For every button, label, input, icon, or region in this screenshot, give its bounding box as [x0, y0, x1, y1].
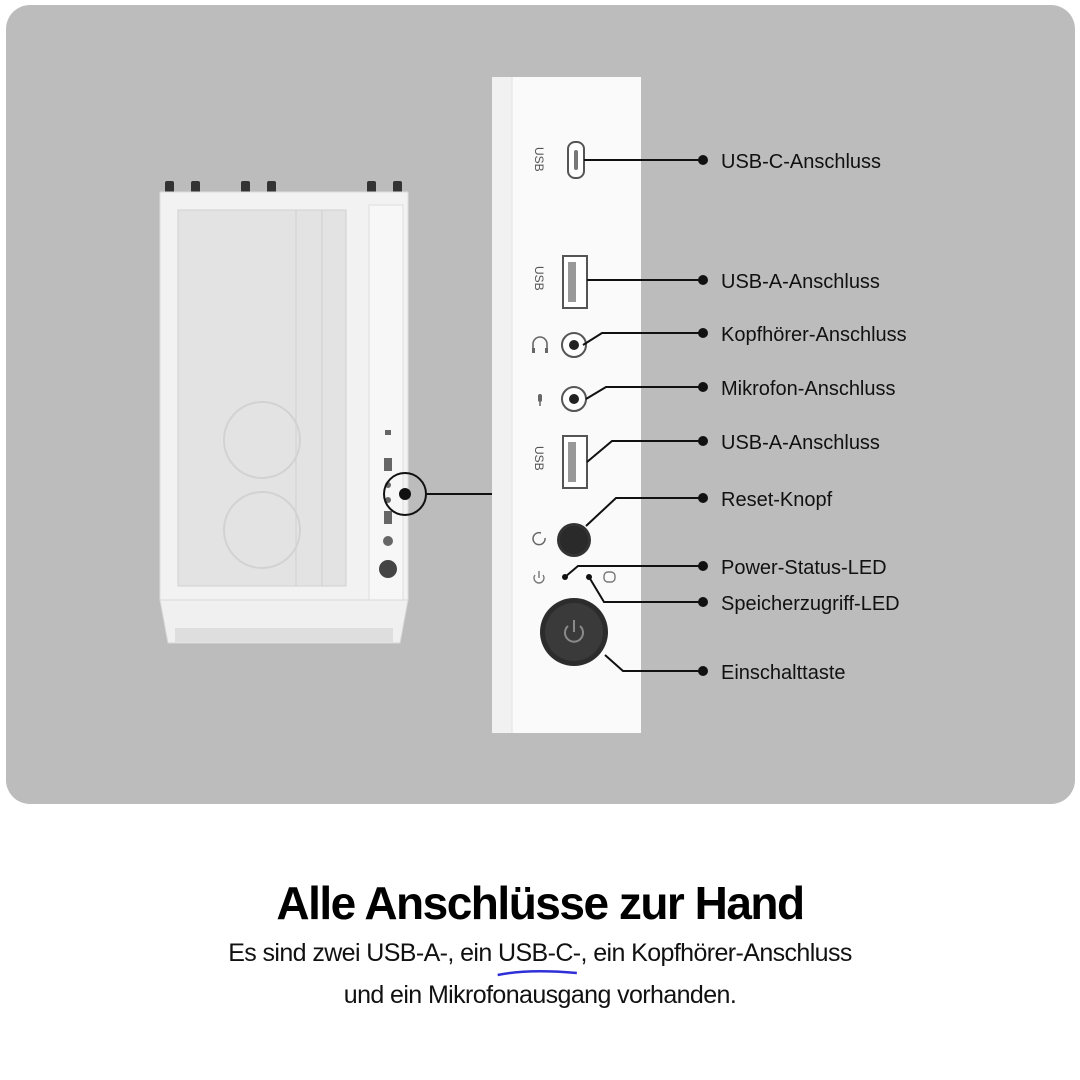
highlighted-text: USB-C- [498, 939, 581, 967]
description-line-1 [0, 932, 1080, 974]
description-part: , ein Kopfhörer-Anschluss [580, 939, 852, 967]
callout-headphone: Kopfhörer-Anschluss [721, 324, 907, 346]
callout-microphone: Mikrofon-Anschluss [721, 378, 896, 400]
usb-a-port-icon [563, 256, 587, 308]
callout-usb-a-2: USB-A-Anschluss [721, 432, 880, 454]
front-io-panel-closeup [492, 77, 641, 733]
power-button[interactable] [540, 598, 608, 666]
usb-a-port-label-2: USB [532, 446, 546, 471]
usb-a-port-icon [563, 436, 587, 488]
callout-power-button: Einschalttaste [721, 662, 846, 684]
callout-dots [698, 155, 708, 676]
usb-c-port-label: USB [532, 147, 546, 172]
callout-power-led: Power-Status-LED [721, 557, 887, 579]
usb-a-port-label-1: USB [532, 266, 546, 291]
callout-usb-a-1: USB-A-Anschluss [721, 271, 880, 293]
usb-c-port-icon [568, 142, 584, 178]
handwritten-underline [496, 968, 579, 978]
highlighted-term [498, 932, 581, 974]
description [0, 932, 1080, 1016]
description-line-2: und ein Mikrofonausgang vorhanden. [343, 981, 737, 1009]
reset-button[interactable] [557, 523, 591, 557]
callout-storage-led: Speicherzugriff-LED [721, 593, 900, 615]
pc-case-illustration [160, 181, 493, 643]
headline: Alle Anschlüsse zur Hand [276, 877, 804, 929]
description-part: Es sind zwei USB-A-, ein [228, 939, 499, 967]
callout-usb-c: USB-C-Anschluss [721, 151, 882, 173]
callout-reset: Reset-Knopf [721, 489, 833, 511]
